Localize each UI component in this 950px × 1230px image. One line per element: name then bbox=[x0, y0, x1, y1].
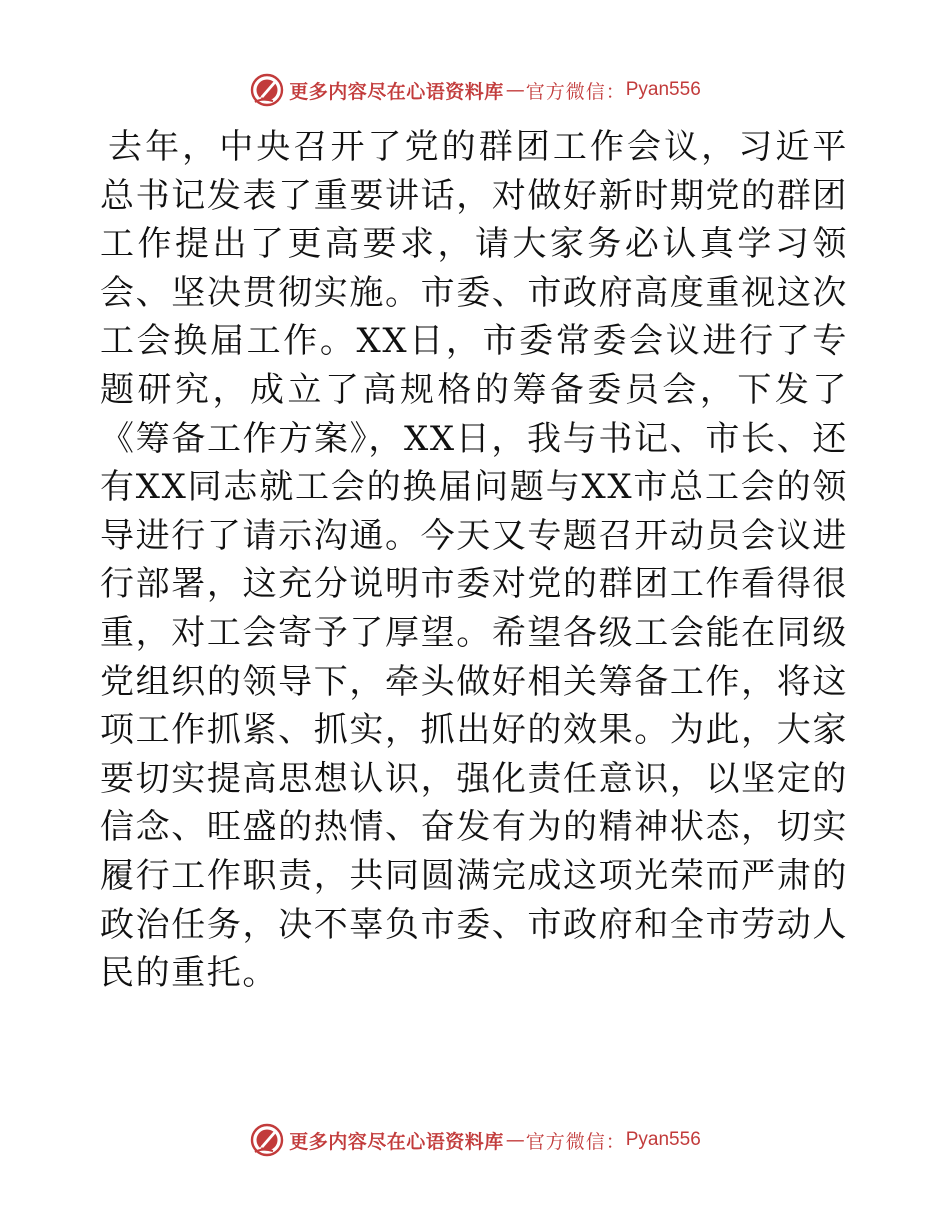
banner-slogan: 更多内容尽在心语资料库 bbox=[289, 80, 504, 103]
banner-separator: — bbox=[505, 1129, 524, 1151]
quill-pen-logo-icon bbox=[249, 1122, 285, 1158]
header-banner bbox=[0, 68, 950, 112]
banner-wechat-id: Pyan556 bbox=[625, 79, 701, 100]
banner-wechat-id: Pyan556 bbox=[625, 1129, 701, 1150]
footer-banner bbox=[0, 1118, 950, 1162]
banner-separator: — bbox=[505, 79, 524, 101]
quill-pen-logo-icon bbox=[249, 72, 285, 108]
banner-slogan: 更多内容尽在心语资料库 bbox=[289, 1130, 504, 1153]
document-paragraph: 去年，中央召开了党的群团工作会议，习近平总书记发表了重要讲话，对做好新时期党的群团工作提出了更高要求，请大家务必认真学习领会、坚决贯彻实施。市委、市政府高度重视这次工会换届工作。XX日，市委常委会议进行了专题研究，成立了高规格的筹备委员会，下发了《筹备工作方案》，XX日，我与书记、市长、还有XX同志就工会的换届问题与XX市总工会的领导进行了请示沟通。今天又专题召开动员会议进行部署，这充分说明市委对党的群团工作看得很重，对工会寄予了厚望。希望各级工会能在同级党组织的领导下，牵头做好相关筹备工作，将这项工作抓紧、抓实，抓出好的效果。为此，大家要切实提高思想认识，强化责任意识，以坚定的信念、旺盛的热情、奋发有为的精神状态，切实履行工作职责，共同圆满完成这项光荣而严肃的政治任务，决不辜负市委、市政府和全市劳动人民的重托。 bbox=[100, 127, 848, 994]
banner-wechat-label: 官方微信： bbox=[525, 80, 626, 103]
banner-wechat-label: 官方微信： bbox=[525, 1130, 626, 1153]
